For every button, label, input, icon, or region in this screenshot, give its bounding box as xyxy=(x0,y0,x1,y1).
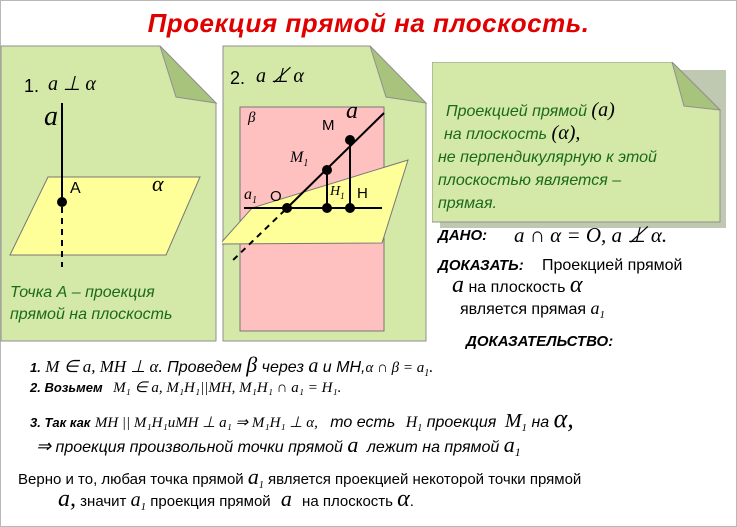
case2-a: a xyxy=(346,98,358,124)
prove-line2: a на плоскость α xyxy=(452,272,583,298)
prove-line3: является прямая $a_1$ xyxy=(460,298,605,322)
point-h xyxy=(345,203,355,213)
prove-line1: Проекцией прямой xyxy=(542,257,683,274)
case2-h1: $H_1$ xyxy=(330,184,345,201)
point-m1 xyxy=(322,165,332,175)
point-h1 xyxy=(322,203,332,213)
case2-m: M xyxy=(322,117,335,134)
case1-caption-line1: Точка А – проекция xyxy=(10,284,155,301)
proof-step3: 3. Так как MH || M₁H₁uMH ⊥ a₁ ⇒ M₁H₁ ⊥ α, то есть $H_1$ проекция $M_1$ на α, xyxy=(30,404,574,435)
point-o xyxy=(282,203,292,213)
case2-beta: β xyxy=(248,110,256,126)
case1-plane-label: α xyxy=(152,171,164,196)
case2-number: 2. xyxy=(230,68,246,88)
case1-number: 1. xyxy=(24,76,40,96)
given-label: ДАНО: xyxy=(438,227,488,244)
proof-step2: 2. Возьмем M₁ ∈ a, M₁H₁||MH, M₁H₁ ∩ a₁ = H₁. xyxy=(30,380,342,396)
conclusion-line2: a, значит $a_1$ проекция прямой a на плоскость α. xyxy=(58,486,414,513)
proof-step4: ⇒ проекция произвольной точки прямой a лежит на прямой $a_1$ xyxy=(36,432,521,460)
point-m xyxy=(345,135,355,145)
case1-condition: a ⊥ α xyxy=(48,73,96,95)
prove-label: ДОКАЗАТЬ: xyxy=(438,257,524,274)
case2-condition: a ⊥̸ α xyxy=(256,65,304,87)
case2-m1: $M_1$ xyxy=(290,149,309,170)
conclusion-line1: Верно и то, любая точка прямой $a_1$ является проекцией некоторой точки прямой xyxy=(18,464,582,491)
statement-line4: плоскостью является – xyxy=(438,172,622,189)
case1-caption-line2: прямой на плоскость xyxy=(10,306,173,323)
case2-o: O xyxy=(270,188,282,205)
statement-line3: не перпендикулярную к этой xyxy=(438,149,657,166)
case1-point-label: A xyxy=(70,180,81,197)
statement-line5: прямая. xyxy=(438,195,497,212)
case2-h: H xyxy=(357,185,368,202)
statement-line1: Проекцией прямой (a) xyxy=(446,99,615,121)
proof-label: ДОКАЗАТЕЛЬСТВО: xyxy=(466,333,614,350)
slide-title: Проекция прямой на плоскость. xyxy=(147,8,590,38)
point-a xyxy=(57,197,67,207)
proof-step1: 1. M ∈ a, MH ⊥ α. Проведем β через a и МН,α ∩ $\beta = a_1$. xyxy=(30,352,434,380)
case2-a1: $a_1$ xyxy=(244,186,257,207)
statement-line2: на плоскость (α), xyxy=(444,122,581,144)
given-formula: a ∩ α = O, a ⊥̸ α. xyxy=(514,223,668,247)
case1-line-label: a xyxy=(44,101,58,132)
